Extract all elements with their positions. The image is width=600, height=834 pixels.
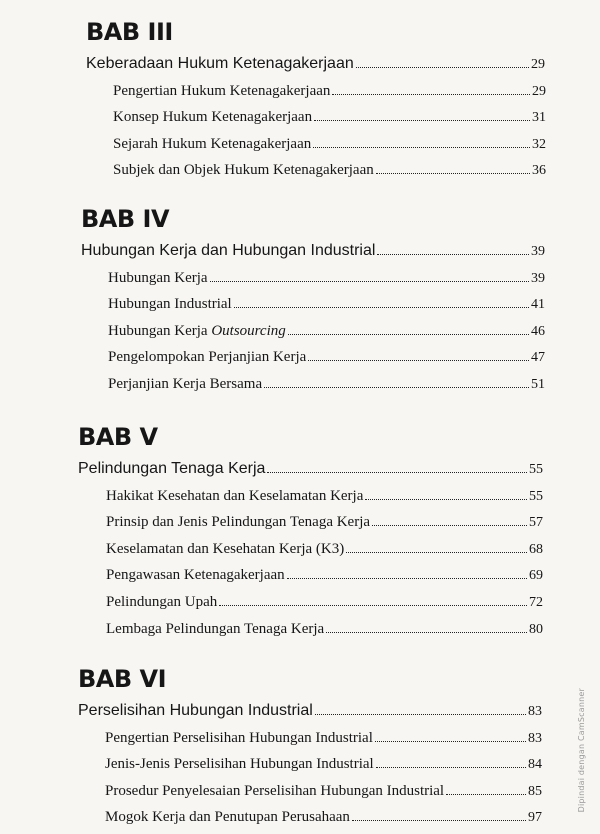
entry-title: Perjanjian Kerja Bersama (108, 375, 263, 392)
dot-leader (356, 67, 529, 68)
toc-chapter-entry[interactable] (78, 693, 542, 720)
entry-title: Hubungan Industrial (108, 296, 232, 313)
entry-title: Jenis-Jenis Perselisihan Hubungan Industrial (105, 756, 374, 773)
entry-page: 69 (529, 568, 543, 584)
chapter-label: BAB IV (81, 205, 170, 233)
dot-leader (264, 387, 529, 388)
dot-leader (376, 767, 526, 768)
entry-page: 55 (529, 462, 543, 477)
toc-subentry[interactable] (106, 611, 543, 638)
entry-page: 55 (529, 488, 543, 504)
toc-subentry[interactable] (106, 505, 543, 532)
entry-title (108, 323, 286, 340)
dot-leader (377, 254, 529, 255)
entry-page: 46 (531, 323, 545, 339)
toc-subentry[interactable] (106, 584, 543, 611)
entry-title: Prosedur Penyelesaian Perselisihan Hubungan Industrial (105, 782, 445, 799)
dot-leader (219, 605, 527, 606)
dot-leader (446, 794, 526, 795)
entry-title: Pengertian Perselisihan Hubungan Industrial (105, 729, 373, 746)
dot-leader (308, 360, 529, 361)
entry-title: Pengawasan Ketenagakerjaan (106, 567, 285, 584)
entry-page: 32 (532, 136, 546, 152)
chapter-label: BAB VI (78, 665, 167, 693)
entry-title: Hakikat Kesehatan dan Keselamatan Kerja (106, 487, 364, 504)
toc-chapter-entry[interactable] (86, 46, 545, 73)
toc-subentry[interactable] (108, 313, 545, 340)
dot-leader (287, 578, 527, 579)
entry-page: 39 (531, 270, 545, 286)
toc-subentry[interactable] (113, 100, 546, 127)
entry-title: Pelindungan Tenaga Kerja (78, 460, 266, 477)
dot-leader (210, 281, 529, 282)
toc-subentry[interactable] (106, 558, 543, 585)
entry-page: 29 (532, 83, 546, 99)
entry-title: Pengelompokan Perjanjian Kerja (108, 349, 307, 366)
entry-title: Sejarah Hukum Ketenagakerjaan (113, 135, 312, 152)
entry-page: 41 (531, 297, 545, 313)
entry-title: Pengertian Hukum Ketenagakerjaan (113, 82, 331, 99)
scanner-watermark: Dipindai dengan CamScanner (577, 688, 586, 813)
entry-page: 83 (528, 704, 542, 719)
dot-leader (314, 120, 530, 121)
toc-subentry[interactable] (113, 73, 546, 100)
toc-subentry[interactable] (105, 800, 542, 827)
toc-subentry[interactable] (105, 720, 542, 747)
entry-page: 57 (529, 515, 543, 531)
toc-subentry[interactable] (106, 478, 543, 505)
chapter-label: BAB V (78, 423, 158, 451)
dot-leader (375, 741, 526, 742)
toc-chapter-entry[interactable] (78, 451, 543, 478)
dot-leader (332, 94, 530, 95)
entry-page: 51 (531, 376, 545, 392)
entry-title: Mogok Kerja dan Penutupan Perusahaan (105, 809, 350, 826)
chapter-bab-iii (0, 18, 600, 179)
entry-page: 97 (528, 810, 542, 826)
toc-subentry[interactable] (108, 366, 545, 393)
entry-title: Lembaga Pelindungan Tenaga Kerja (106, 620, 325, 637)
dot-leader (365, 499, 527, 500)
dot-leader (267, 472, 527, 473)
entry-page: 36 (532, 163, 546, 179)
toc-subentry[interactable] (108, 287, 545, 314)
entry-title: Konsep Hukum Ketenagakerjaan (113, 109, 313, 126)
dot-leader (315, 714, 526, 715)
entry-page: 31 (532, 110, 546, 126)
entry-title: Pelindungan Upah (106, 593, 218, 610)
dot-leader (352, 820, 526, 821)
toc-subentry[interactable] (106, 531, 543, 558)
entry-page: 68 (529, 541, 543, 557)
toc-subentry[interactable] (105, 747, 542, 774)
chapter-label: BAB III (86, 18, 173, 46)
entry-title: Hubungan Kerja dan Hubungan Industrial (81, 242, 376, 259)
entry-title-roman: Hubungan Kerja (108, 322, 208, 339)
entry-page: 72 (529, 594, 543, 610)
entry-page: 29 (531, 57, 545, 72)
chapter-bab-v (0, 423, 600, 638)
toc-subentry[interactable] (105, 773, 542, 800)
entry-page: 84 (528, 757, 542, 773)
toc-chapter-entry[interactable] (81, 233, 545, 260)
dot-leader (288, 334, 529, 335)
entry-title: Hubungan Kerja (108, 269, 208, 286)
entry-page: 47 (531, 350, 545, 366)
dot-leader (326, 632, 527, 633)
entry-page: 85 (528, 783, 542, 799)
entry-title-italic: Outsourcing (211, 322, 286, 339)
entry-page: 83 (528, 730, 542, 746)
entry-page: 80 (529, 621, 543, 637)
toc-subentry[interactable] (113, 126, 546, 153)
chapter-bab-iv (0, 205, 600, 393)
toc-subentry[interactable] (113, 153, 546, 180)
entry-page: 39 (531, 244, 545, 259)
entry-title: Keselamatan dan Kesehatan Kerja (K3) (106, 540, 345, 557)
dot-leader (376, 173, 530, 174)
entry-title: Prinsip dan Jenis Pelindungan Tenaga Kerja (106, 514, 371, 531)
entry-title: Keberadaan Hukum Ketenagakerjaan (86, 55, 354, 72)
toc-subentry[interactable] (108, 260, 545, 287)
entry-title: Perselisihan Hubungan Industrial (78, 702, 313, 719)
chapter-bab-vi (0, 665, 600, 826)
entry-title: Subjek dan Objek Hukum Ketenagakerjaan (113, 162, 374, 179)
dot-leader (234, 307, 529, 308)
dot-leader (346, 552, 527, 553)
dot-leader (313, 147, 530, 148)
toc-subentry[interactable] (108, 340, 545, 367)
dot-leader (372, 525, 527, 526)
